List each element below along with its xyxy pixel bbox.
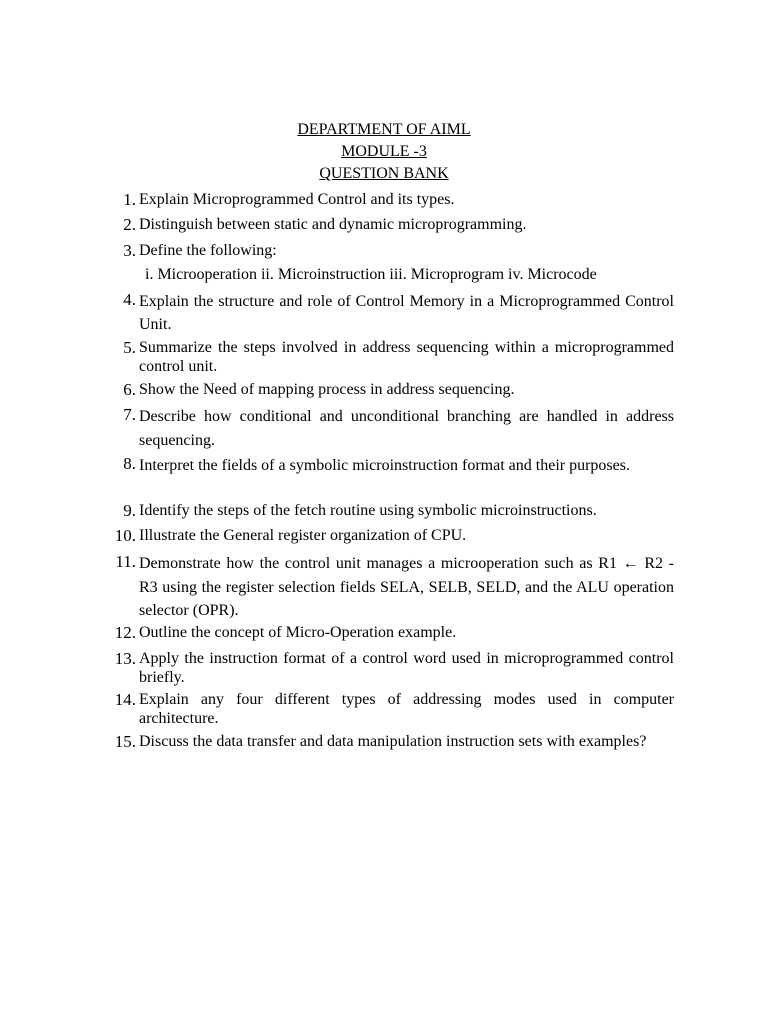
module-heading — [0, 141, 768, 163]
question-number: 11. — [115, 552, 136, 571]
question-text: Identify the steps of the fetch routine using symbolic microinstructions. — [139, 502, 597, 519]
question-text: Distinguish between static and dynamic microprogramming. — [139, 216, 527, 233]
question-number: 15. — [114, 732, 136, 751]
question-number: 8. — [123, 454, 136, 473]
question-number: 13. — [114, 649, 136, 668]
question-number: 9. — [123, 501, 136, 520]
question-number: 2. — [123, 215, 136, 234]
department-heading-text: DEPARTMENT OF AIML — [297, 121, 471, 138]
question-text: Interpret the fields of a symbolic microinstruction format and their purposes. — [139, 457, 630, 474]
question-text: Outline the concept of Micro-Operation example. — [139, 624, 457, 641]
question-number: 4. — [123, 290, 136, 309]
question-text: Apply the instruction format of a control word used in microprogrammed control briefly. — [139, 650, 674, 686]
question-number: 7. — [123, 405, 136, 424]
question-text: Demonstrate how the control unit manages a microoperation such as R1 ← R2 - R3 using the register selection fields SELA, SELB, SELD, and the ALU operation selector (OPR). — [139, 555, 674, 619]
question-text: Explain Microprogrammed Control and its types. — [139, 191, 455, 208]
document-header — [0, 119, 768, 185]
question-text: Describe how conditional and unconditional branching are handled in address sequencing. — [139, 408, 674, 449]
question-text: Define the following: — [139, 242, 277, 259]
question-number: 10. — [114, 526, 136, 545]
question-number: 12. — [114, 623, 136, 642]
question-number: 14. — [114, 690, 136, 709]
module-heading-text: MODULE -3 — [341, 143, 427, 160]
question-text: Illustrate the General register organization of CPU. — [139, 527, 467, 544]
question-number: 5. — [123, 338, 136, 357]
department-heading — [0, 119, 768, 141]
question-number: 6. — [123, 380, 136, 399]
question-bank-title-text: QUESTION BANK — [319, 165, 449, 182]
question-text: Show the Need of mapping process in address sequencing. — [139, 381, 515, 398]
question-text: Explain any four different types of addressing modes used in computer architecture. — [139, 691, 674, 727]
question-number: 3. — [123, 241, 136, 260]
question-subitems: i. Microoperation ii. Microinstruction iii. Microprogram iv. Microcode — [145, 266, 597, 283]
question-bank-title — [0, 163, 768, 185]
question-text: Explain the structure and role of Control Memory in a Microprogrammed Control Unit. — [139, 293, 674, 333]
question-text: Discuss the data transfer and data manipulation instruction sets with examples? — [139, 733, 647, 750]
question-text: Summarize the steps involved in address sequencing within a microprogrammed control unit. — [139, 339, 674, 375]
question-number: 1. — [123, 190, 136, 209]
